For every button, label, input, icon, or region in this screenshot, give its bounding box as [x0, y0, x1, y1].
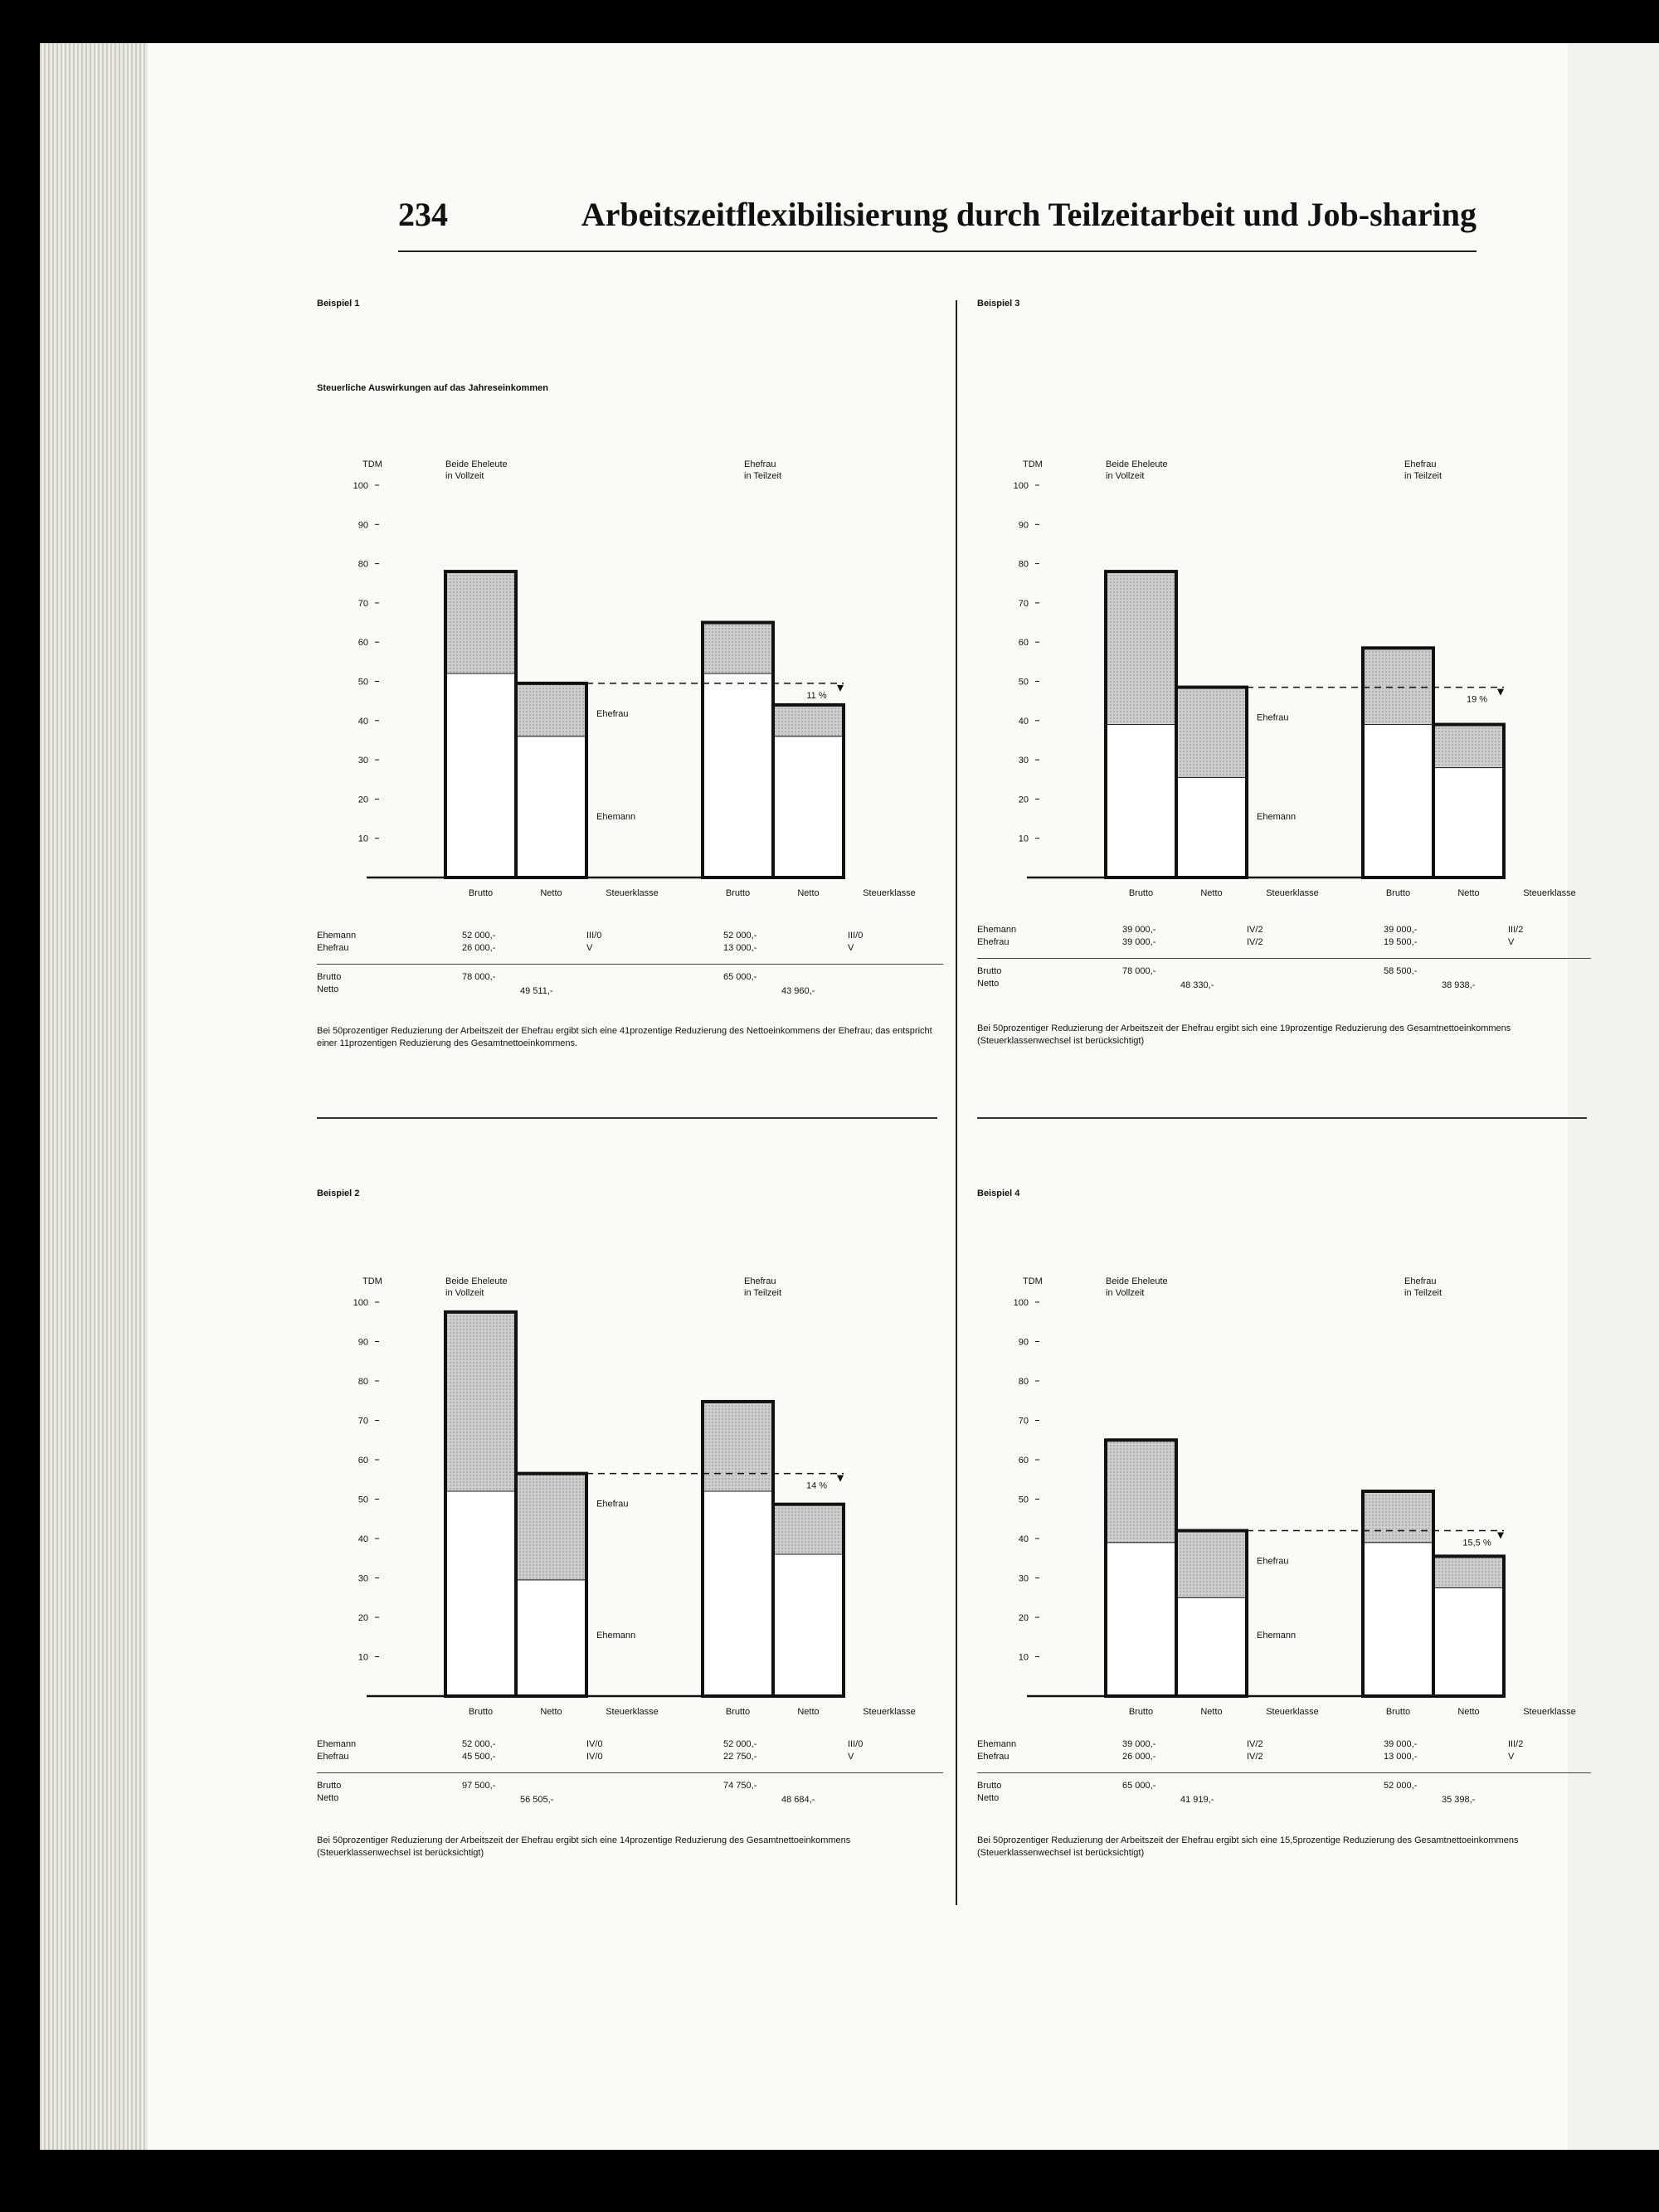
- bar-segment-ehefrau: [445, 571, 516, 673]
- y-tick-label: 60: [358, 1456, 368, 1466]
- bar-segment-ehefrau: [773, 1505, 844, 1554]
- y-tick-label: 20: [1018, 1613, 1029, 1623]
- row-label: Brutto: [317, 1781, 342, 1791]
- row-label: Netto: [977, 979, 1000, 989]
- y-tick-label: 60: [358, 638, 368, 649]
- x-category-label: Brutto: [725, 888, 751, 898]
- y-tick-label: 60: [1018, 638, 1029, 649]
- table-cell: V: [586, 943, 593, 953]
- y-tick-label: 30: [358, 1573, 368, 1584]
- y-tick-label: 80: [358, 559, 368, 570]
- table-cell: 74 750,-: [723, 1781, 757, 1791]
- reduction-label: 15,5 %: [1462, 1538, 1491, 1548]
- y-tick-label: 20: [358, 1613, 368, 1623]
- segment-label-ehefrau: Ehefrau: [1257, 1556, 1289, 1567]
- group-label: Beide Eheleute: [1106, 459, 1168, 469]
- group-label: Beide Eheleute: [445, 1276, 508, 1286]
- income-chart: [317, 1269, 931, 1729]
- row-label: Ehefrau: [977, 937, 1010, 947]
- x-category-label: Netto: [797, 888, 820, 898]
- bar-segment-ehemann: [1433, 1587, 1504, 1696]
- section-separator-left: [317, 1117, 937, 1119]
- bar-segment-ehemann: [703, 673, 773, 878]
- table-cell: 39 000,-: [1384, 925, 1418, 935]
- x-category-label: Netto: [1457, 888, 1480, 898]
- table-cell: 48 684,-: [781, 1795, 815, 1805]
- table-cell: IV/0: [586, 1739, 603, 1749]
- group-label: in Vollzeit: [1106, 471, 1145, 481]
- tax-table: [317, 1739, 943, 1814]
- tax-table: [977, 925, 1591, 999]
- y-tick-label: 40: [1018, 1534, 1029, 1544]
- x-category-label: Steuerklasse: [606, 1707, 659, 1717]
- x-category-label: Steuerklasse: [606, 888, 659, 898]
- row-label: Ehemann: [317, 931, 357, 941]
- y-tick-label: 90: [358, 520, 368, 531]
- table-cell: 39 000,-: [1384, 1739, 1418, 1749]
- y-tick-label: 70: [1018, 598, 1029, 609]
- tax-table: [317, 931, 943, 1005]
- y-tick-label: 100: [353, 1298, 368, 1308]
- row-label: Brutto: [977, 1781, 1002, 1791]
- row-label: Brutto: [977, 966, 1002, 976]
- x-category-label: Netto: [540, 1707, 562, 1717]
- group-label: in Teilzeit: [1404, 471, 1443, 481]
- y-tick-label: 70: [1018, 1416, 1029, 1427]
- table-cell: III/2: [1508, 1739, 1524, 1749]
- y-tick-label: 10: [358, 834, 368, 844]
- y-tick-label: 50: [358, 1495, 368, 1505]
- column-divider: [956, 300, 957, 1905]
- y-tick-label: 40: [358, 716, 368, 727]
- y-axis-label: TDM: [1023, 1276, 1043, 1286]
- y-tick-label: 80: [1018, 1377, 1029, 1387]
- table-cell: 78 000,-: [1122, 966, 1156, 976]
- bar-segment-ehefrau: [516, 1474, 586, 1580]
- y-tick-label: 90: [1018, 520, 1029, 531]
- page-stack-edge: [40, 43, 148, 2150]
- bar-segment-ehefrau: [1363, 1491, 1433, 1543]
- section-separator-right: [977, 1117, 1587, 1119]
- y-tick-label: 50: [358, 677, 368, 688]
- income-chart: [977, 452, 1591, 911]
- x-category-label: Brutto: [1128, 888, 1154, 898]
- table-cell: IV/2: [1247, 1752, 1263, 1762]
- row-label: Netto: [317, 1793, 339, 1803]
- row-label: Ehemann: [977, 1739, 1017, 1749]
- table-cell: V: [1508, 937, 1515, 947]
- y-tick-label: 70: [358, 598, 368, 609]
- bar-segment-ehefrau: [1176, 1531, 1247, 1598]
- table-cell: 65 000,-: [1122, 1781, 1156, 1791]
- table-cell: 65 000,-: [723, 972, 757, 982]
- table-cell: 58 500,-: [1384, 966, 1418, 976]
- group-label: in Vollzeit: [1106, 1288, 1145, 1298]
- y-tick-label: 20: [358, 795, 368, 805]
- bar-segment-ehefrau: [1433, 1556, 1504, 1587]
- reduction-arrow: [837, 1475, 844, 1482]
- group-label: in Teilzeit: [744, 471, 782, 481]
- table-cell: 13 000,-: [1384, 1752, 1418, 1762]
- y-tick-label: 60: [1018, 1456, 1029, 1466]
- x-category-label: Steuerklasse: [1266, 888, 1319, 898]
- y-tick-label: 30: [358, 756, 368, 766]
- bar-segment-ehemann: [516, 1580, 586, 1696]
- group-label: Beide Eheleute: [445, 459, 508, 469]
- row-label: Ehefrau: [317, 1752, 349, 1762]
- segment-label-ehemann: Ehemann: [596, 1631, 636, 1641]
- y-axis-label: TDM: [362, 1276, 382, 1286]
- group-label: in Vollzeit: [445, 471, 484, 481]
- table-cell: 19 500,-: [1384, 937, 1418, 947]
- table-rule: [977, 958, 1591, 959]
- table-cell: 45 500,-: [462, 1752, 496, 1762]
- x-category-label: Brutto: [725, 1707, 751, 1717]
- table-cell: 39 000,-: [1122, 925, 1156, 935]
- y-tick-label: 10: [358, 1652, 368, 1663]
- example-note: Bei 50prozentiger Reduzierung der Arbeitszeit der Ehefrau ergibt sich eine 19prozentige Reduzierung des Gesamtnettoeinkommens (Steuerklassenwechsel ist berücksichtigt): [977, 1023, 1511, 1046]
- reduction-arrow: [1497, 689, 1504, 696]
- bar-segment-ehemann: [1106, 1543, 1176, 1696]
- reduction-label: 11 %: [806, 690, 827, 701]
- x-category-label: Brutto: [468, 888, 494, 898]
- table-cell: IV/2: [1247, 937, 1263, 947]
- x-category-label: Steuerklasse: [1266, 1707, 1319, 1717]
- bar-segment-ehemann: [445, 673, 516, 878]
- table-cell: 26 000,-: [462, 943, 496, 953]
- x-category-label: Netto: [797, 1707, 820, 1717]
- y-tick-label: 40: [1018, 716, 1029, 727]
- reduction-arrow: [837, 685, 844, 692]
- table-cell: 52 000,-: [462, 1739, 496, 1749]
- x-category-label: Netto: [1200, 1707, 1223, 1717]
- y-tick-label: 40: [358, 1534, 368, 1544]
- table-cell: V: [848, 943, 854, 953]
- y-tick-label: 80: [1018, 559, 1029, 570]
- page-number: 234: [398, 196, 448, 233]
- bar-segment-ehefrau: [516, 683, 586, 737]
- bar-segment-ehemann: [1106, 725, 1176, 878]
- table-cell: 41 919,-: [1180, 1795, 1214, 1805]
- example-title: Beispiel 2: [317, 1189, 360, 1198]
- x-category-label: Steuerklasse: [863, 888, 916, 898]
- x-category-label: Netto: [1200, 888, 1223, 898]
- y-tick-label: 100: [353, 481, 368, 491]
- table-cell: 39 000,-: [1122, 1739, 1156, 1749]
- book-page: [40, 43, 1576, 2150]
- example-note: Bei 50prozentiger Reduzierung der Arbeitszeit der Ehefrau ergibt sich eine 14prozentige Reduzierung des Gesamtnettoeinkommens (Steuerklassenwechsel ist berücksichtigt): [317, 1835, 851, 1858]
- x-category-label: Brutto: [1128, 1707, 1154, 1717]
- row-label: Ehefrau: [977, 1752, 1010, 1762]
- bar-segment-ehemann: [1363, 725, 1433, 878]
- reduction-label: 14 %: [805, 1480, 828, 1491]
- table-cell: 52 000,-: [723, 1739, 757, 1749]
- x-category-label: Netto: [540, 888, 562, 898]
- bar-segment-ehefrau: [445, 1312, 516, 1491]
- bar-segment-ehemann: [1433, 768, 1504, 878]
- bar-segment-ehefrau: [1433, 725, 1504, 768]
- segment-label-ehefrau: Ehefrau: [1257, 712, 1289, 723]
- example-note: Bei 50prozentiger Reduzierung der Arbeitszeit der Ehefrau ergibt sich eine 41prozentige Reduzierung des Nettoeinkommens der Ehefrau; das entspricht einer 11prozentigen Reduzierung des Gesamtnettoeinkommens.: [317, 1026, 932, 1048]
- table-cell: 38 938,-: [1442, 980, 1476, 990]
- table-cell: 52 000,-: [723, 931, 757, 941]
- x-category-label: Steuerklasse: [1523, 888, 1576, 898]
- group-label: Ehefrau: [1404, 1276, 1437, 1286]
- x-category-label: Steuerklasse: [863, 1707, 916, 1717]
- table-cell: III/2: [1508, 925, 1524, 935]
- table-cell: 35 398,-: [1442, 1795, 1476, 1805]
- segment-label-ehemann: Ehemann: [1257, 1631, 1297, 1641]
- segment-label-ehemann: Ehemann: [1257, 812, 1297, 822]
- income-chart: [977, 1269, 1591, 1729]
- table-cell: III/0: [848, 1739, 864, 1749]
- group-label: Ehefrau: [744, 459, 776, 469]
- y-tick-label: 100: [1013, 1298, 1029, 1308]
- segment-label-ehemann: Ehemann: [596, 812, 636, 822]
- page-header: [398, 195, 1477, 241]
- y-tick-label: 20: [1018, 795, 1029, 805]
- income-chart: [317, 452, 931, 911]
- row-label: Netto: [977, 1793, 1000, 1803]
- group-label: in Teilzeit: [1404, 1288, 1443, 1298]
- bar-segment-ehemann: [703, 1491, 773, 1696]
- bar-segment-ehemann: [1363, 1543, 1433, 1696]
- table-cell: IV/2: [1247, 1739, 1263, 1749]
- row-label: Ehemann: [317, 1739, 357, 1749]
- row-label: Ehefrau: [317, 943, 349, 953]
- header-rule: [398, 250, 1477, 252]
- example-note: Bei 50prozentiger Reduzierung der Arbeitszeit der Ehefrau ergibt sich eine 15,5prozentige Reduzierung des Gesamtnettoeinkommens (Steuerklassenwechsel ist berücksichtigt): [977, 1835, 1519, 1858]
- table-rule: [317, 964, 943, 965]
- row-label: Ehemann: [977, 925, 1017, 935]
- y-tick-label: 30: [1018, 756, 1029, 766]
- y-axis-label: TDM: [362, 459, 382, 469]
- table-cell: IV/2: [1247, 925, 1263, 935]
- y-tick-label: 90: [358, 1337, 368, 1348]
- tax-table: [977, 1739, 1591, 1814]
- x-category-label: Brutto: [1385, 888, 1411, 898]
- reduction-arrow: [1497, 1533, 1504, 1539]
- group-label: Ehefrau: [744, 1276, 776, 1286]
- table-cell: V: [848, 1752, 854, 1762]
- table-cell: 52 000,-: [462, 931, 496, 941]
- section-subtitle: Steuerliche Auswirkungen auf das Jahreseinkommen: [317, 383, 548, 393]
- y-tick-label: 80: [358, 1377, 368, 1387]
- bar-segment-ehemann: [773, 737, 844, 878]
- bar-segment-ehefrau: [1106, 571, 1176, 724]
- group-label: in Teilzeit: [744, 1288, 782, 1298]
- bar-segment-ehemann: [773, 1554, 844, 1696]
- segment-label-ehefrau: Ehefrau: [596, 708, 629, 719]
- table-cell: V: [1508, 1752, 1515, 1762]
- table-cell: 26 000,-: [1122, 1752, 1156, 1762]
- segment-label-ehefrau: Ehefrau: [596, 1499, 629, 1510]
- table-cell: 97 500,-: [462, 1781, 496, 1791]
- y-tick-label: 50: [1018, 1495, 1029, 1505]
- table-cell: 52 000,-: [1384, 1781, 1418, 1791]
- example-title: Beispiel 3: [977, 299, 1020, 309]
- table-cell: 43 960,-: [781, 986, 815, 996]
- table-cell: 56 505,-: [520, 1795, 554, 1805]
- table-cell: 49 511,-: [520, 986, 553, 996]
- y-tick-label: 50: [1018, 677, 1029, 688]
- y-tick-label: 10: [1018, 834, 1029, 844]
- example-title: Beispiel 1: [317, 299, 360, 309]
- group-label: Beide Eheleute: [1106, 1276, 1168, 1286]
- bar-segment-ehefrau: [703, 623, 773, 673]
- table-rule: [977, 1772, 1591, 1773]
- x-category-label: Brutto: [1385, 1707, 1411, 1717]
- reduction-label: 19 %: [1466, 694, 1488, 705]
- row-label: Netto: [317, 984, 339, 994]
- y-tick-label: 90: [1018, 1337, 1029, 1348]
- bar-segment-ehefrau: [1176, 688, 1247, 778]
- x-category-label: Netto: [1457, 1707, 1480, 1717]
- table-cell: 13 000,-: [723, 943, 757, 953]
- bar-segment-ehefrau: [1363, 648, 1433, 724]
- bar-segment-ehefrau: [773, 705, 844, 737]
- table-cell: IV/0: [586, 1752, 603, 1762]
- y-tick-label: 100: [1013, 481, 1029, 491]
- y-tick-label: 70: [358, 1416, 368, 1427]
- group-label: in Vollzeit: [445, 1288, 484, 1298]
- page-title: Arbeitszeitflexibilisierung durch Teilzeitarbeit und Job-sharing: [581, 196, 1477, 233]
- row-label: Brutto: [317, 972, 342, 982]
- table-cell: 39 000,-: [1122, 937, 1156, 947]
- bar-segment-ehemann: [516, 737, 586, 878]
- bar-segment-ehefrau: [1106, 1440, 1176, 1543]
- group-label: Ehefrau: [1404, 459, 1437, 469]
- facing-page-edge: [1568, 43, 1659, 2150]
- example-title: Beispiel 4: [977, 1189, 1020, 1198]
- y-tick-label: 30: [1018, 1573, 1029, 1584]
- table-cell: 22 750,-: [723, 1752, 757, 1762]
- table-cell: III/0: [848, 931, 864, 941]
- y-tick-label: 10: [1018, 1652, 1029, 1663]
- table-rule: [317, 1772, 943, 1773]
- x-category-label: Brutto: [468, 1707, 494, 1717]
- bar-segment-ehefrau: [703, 1402, 773, 1491]
- y-axis-label: TDM: [1023, 459, 1043, 469]
- table-cell: III/0: [586, 931, 602, 941]
- bar-segment-ehemann: [445, 1491, 516, 1696]
- bar-segment-ehemann: [1176, 777, 1247, 878]
- table-cell: 48 330,-: [1180, 980, 1214, 990]
- table-cell: 78 000,-: [462, 972, 496, 982]
- bar-segment-ehemann: [1176, 1597, 1247, 1696]
- x-category-label: Steuerklasse: [1523, 1707, 1576, 1717]
